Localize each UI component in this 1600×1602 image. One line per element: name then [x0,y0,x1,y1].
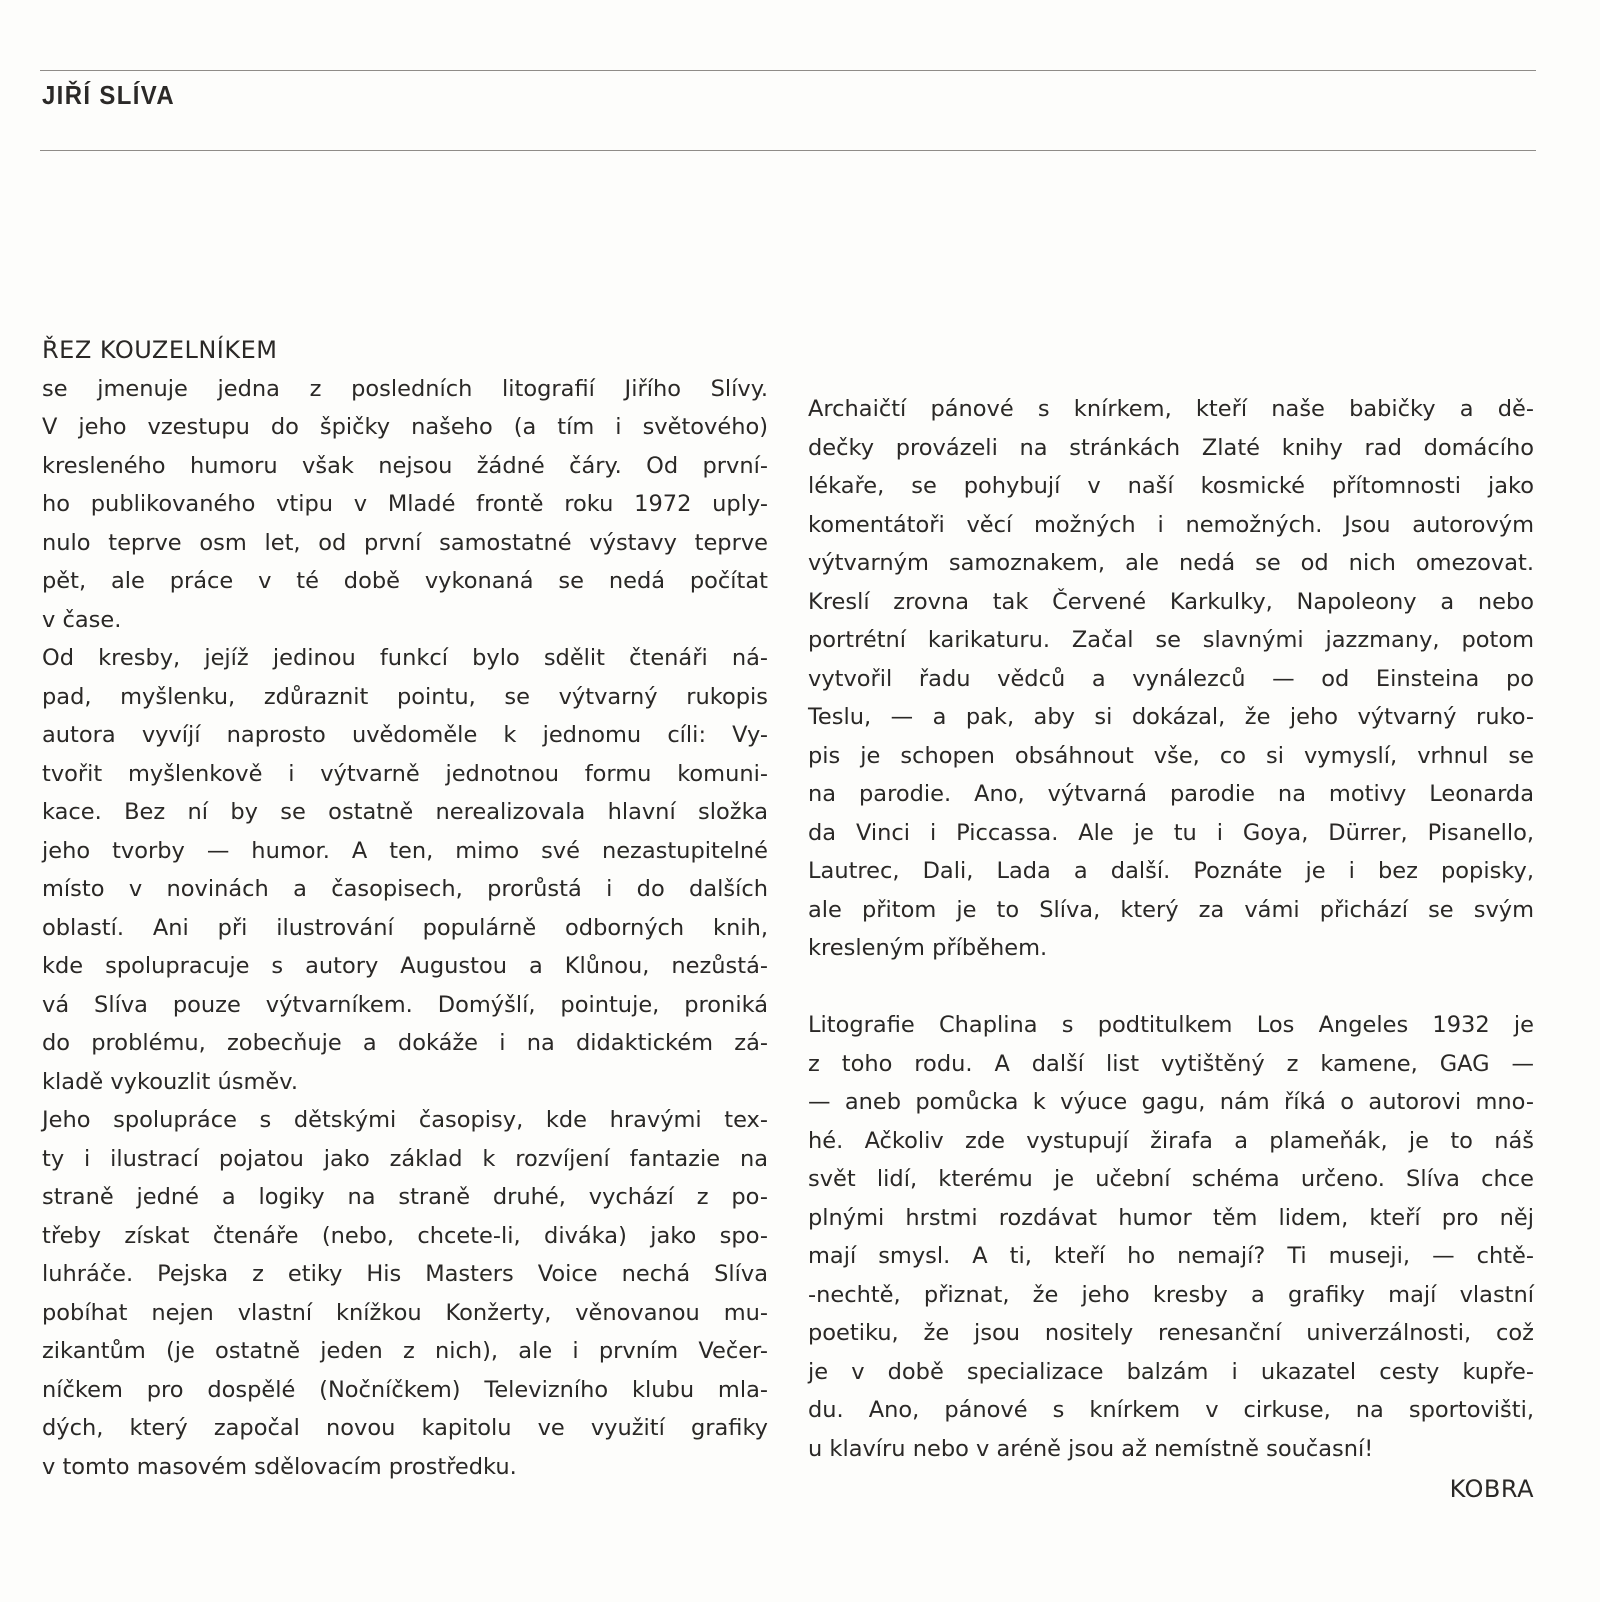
text-line: Kreslí zrovna tak Červené Karkulky, Napoleony a nebo [808,588,1534,615]
text-line: pad, myšlenku, zdůraznit pointu, se výtvarný rukopis [42,683,768,710]
article-title: ŘEZ KOUZELNÍKEM [42,336,278,364]
text-line: pis je schopen obsáhnout vše, co si vymyslí, vrhnul se [808,742,1534,769]
text-line: V jeho vzestupu do špičky našeho (a tím i světového) [42,414,768,440]
text-line: místo v novinách a časopisech, prorůstá i do dalších [42,876,768,902]
paragraph-gap [808,968,1534,1007]
text-line: Litografie Chaplina s podtitulkem Los Angeles 1932 je [808,1012,1534,1038]
text-line: ale přitom je to Slíva, který za vámi přichází se svým [808,896,1534,923]
text-line: se jmenuje jedna z posledních litografií Jiřího Slívy. [42,375,768,402]
text-line: v tomto masovém sdělovacím prostředku. [42,1453,517,1480]
text-line: pět, ale práce v té době vykonaná se nedá počítat [42,568,768,594]
text-line: z toho rodu. A další list vytištěný z kamene, GAG — [808,1050,1534,1077]
text-line: autora vyvíjí naprosto uvědoměle k jednomu cíli: Vy- [42,722,768,748]
text-line: tvořit myšlenkově i výtvarně jednotnou formu komuni- [42,760,768,787]
text-line: dečky provázeli na stránkách Zlaté knihy rad domácího [808,434,1534,461]
text-line: svět lidí, kterému je učební schéma určeno. Slíva chce [808,1166,1534,1192]
text-line: výtvarným samoznakem, ale nedá se od nich omezovat. [808,550,1534,576]
author-heading: JIŘÍ SLÍVA [42,80,175,110]
text-line: do problému, zobecňuje a dokáže i na didaktickém zá- [42,1030,768,1056]
text-line: pobíhat nejen vlastní knížkou Konžerty, věnovanou mu- [42,1299,768,1326]
text-line: je v době specializace balzám i ukazatel cesty kupře- [808,1358,1534,1385]
text-line: jeho tvorby — humor. A ten, mimo své nezastupitelné [42,837,768,864]
text-line: straně jedné a logiky na straně druhé, vychází z po- [42,1184,768,1210]
text-line: portrétní karikaturu. Začal se slavnými jazzmany, potom [808,627,1534,653]
text-line: Archaičtí pánové s knírkem, kteří naše babičky a dě- [808,396,1534,422]
text-line: v čase. [42,606,122,633]
right-paragraph-2 [808,1006,1534,1468]
text-line: Jeho spolupráce s dětskými časopisy, kde hravými tex- [42,1107,768,1133]
text-line: zikantům (je ostatně jeden z nich), ale i prvním Večer- [42,1338,768,1364]
text-line: Od kresby, jejíž jedinou funkcí bylo sdělit čtenáři ná- [42,645,768,671]
author-signature: KOBRA [1449,1475,1534,1503]
text-line: da Vinci i Piccassa. Ale je tu i Goya, Dürrer, Pisanello, [808,819,1534,846]
header-bottom-rule [40,150,1536,151]
text-line: komentátoři věcí možných i nemožných. Jsou autorovým [808,511,1534,538]
text-line: dých, který započal novou kapitolu ve využití grafiky [42,1415,768,1441]
text-line: du. Ano, pánové s knírkem v cirkuse, na sportovišti, [808,1397,1534,1423]
text-line: kde spolupracuje s autory Augustou a Klůnou, nezůstá- [42,953,768,979]
text-line: Teslu, — a pak, aby si dokázal, že jeho výtvarný ruko- [808,704,1534,730]
text-line: lékaře, se pohybují v naší kosmické přítomnosti jako [808,473,1534,499]
text-line: ty i ilustrací pojatou jako základ k rozvíjení fantazie na [42,1145,768,1172]
text-line: níčkem pro dospělé (Nočníčkem) Televizního klubu mla- [42,1376,768,1403]
text-line: kresleného humoru však nejsou žádné čáry. Od první- [42,452,768,479]
header-top-rule [40,70,1536,71]
left-column [42,331,768,1486]
text-line: mají smysl. A ti, kteří ho nemají? Ti museji, — chtě- [808,1243,1534,1269]
text-line: kresleným příběhem. [808,935,1048,961]
text-line: luhráče. Pejska z etiky His Masters Voice nechá Slíva [42,1261,768,1287]
right-column [808,390,1534,1509]
text-line: Lautrec, Dali, Lada a další. Poznáte je i bez popisky, [808,858,1534,884]
text-line: plnými hrstmi rozdávat humor těm lidem, kteří pro něj [808,1204,1534,1231]
text-line: třeby získat čtenáře (nebo, chcete-li, diváka) jako spo- [42,1222,768,1249]
text-line: kladě vykouzlit úsměv. [42,1068,298,1095]
text-line: -nechtě, přiznat, že jeho kresby a grafiky mají vlastní [808,1281,1534,1308]
text-line: ho publikovaného vtipu v Mladé frontě roku 1972 uply- [42,491,768,517]
text-line: poetiku, že jsou nositely renesanční univerzálnosti, což [808,1320,1534,1346]
text-line: na parodie. Ano, výtvarná parodie na motivy Leonarda [808,781,1534,807]
text-line: nulo teprve osm let, od první samostatné výstavy teprve [42,529,768,556]
text-line: hé. Ačkoliv zde vystupují žirafa a plameňák, je to náš [808,1127,1534,1154]
left-column-body [42,370,768,1487]
text-line: oblastí. Ani při ilustrování populárně odborných knih, [42,914,768,941]
text-line: vytvořil řadu vědců a vynálezců — od Einsteina po [808,665,1534,692]
text-line: — aneb pomůcka k výuce gagu, nám říká o autorovi mno- [808,1089,1534,1115]
right-paragraph-1 [808,390,1534,968]
text-line: kace. Bez ní by se ostatně nerealizovala hlavní složka [42,799,768,825]
text-line: u klavíru nebo v aréně jsou až nemístně současní! [808,1435,1374,1462]
text-line: vá Slíva pouze výtvarníkem. Domýšlí, pointuje, proniká [42,991,768,1018]
